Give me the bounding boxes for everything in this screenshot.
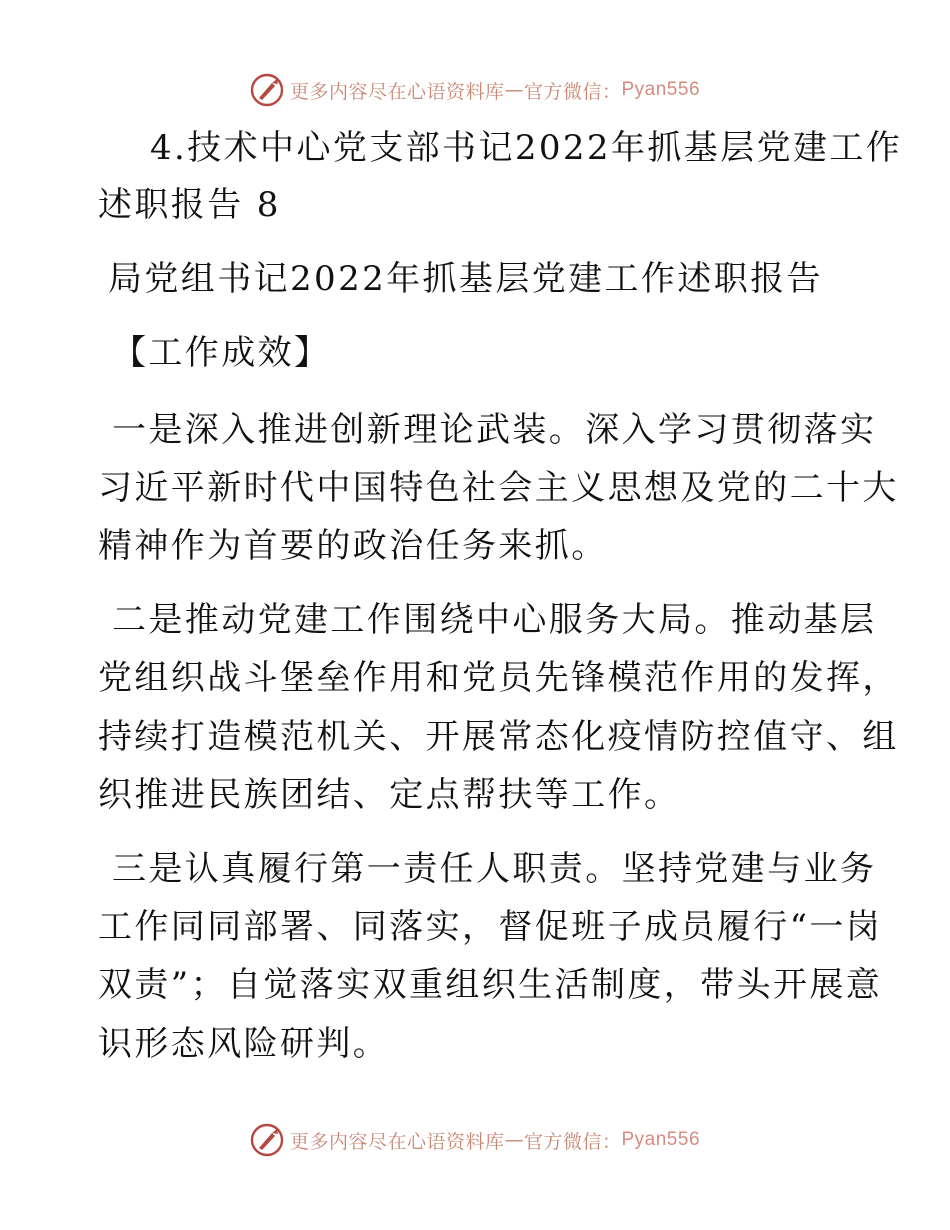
section-heading: 【工作成效】 [112, 333, 331, 373]
paragraph-line: 双责”；自觉落实双重组织生活制度，带头开展意 [98, 965, 883, 1005]
banner-text: 更多内容尽在心语资料库 [289, 80, 505, 103]
paragraph-line: 精神作为首要的政治任务来抓。 [98, 526, 608, 566]
quill-pen-icon [250, 73, 284, 107]
paragraph-line: 一是深入推进创新理论武装。深入学习贯彻落实 [112, 410, 877, 450]
banner-wechat-id: Pyan556 [621, 1129, 701, 1150]
banner-separator: — [504, 1129, 524, 1151]
banner-suffix: 官方微信： [523, 1130, 622, 1153]
banner-wechat-id: Pyan556 [621, 79, 701, 100]
footer-banner [0, 1118, 950, 1162]
paragraph-line: 三是认真履行第一责任人职责。坚持党建与业务 [112, 849, 877, 889]
quill-pen-icon [250, 1123, 284, 1157]
paragraph-line: 识形态风险研判。 [98, 1024, 390, 1064]
toc-entry-line-2: 述职报告 8 [98, 185, 281, 225]
paragraph-line: 党组织战斗堡垒作用和党员先锋模范作用的发挥， [98, 658, 899, 698]
paragraph-line: 习近平新时代中国特色社会主义思想及党的二十大 [98, 468, 899, 508]
document-title: 局党组书记2022年抓基层党建工作述职报告 [108, 259, 823, 299]
banner-separator: — [504, 79, 524, 101]
header-banner [0, 68, 950, 112]
paragraph-line: 工作同同部署、同落实，督促班子成员履行“一岗 [98, 907, 883, 947]
paragraph-line: 持续打造模范机关、开展常态化疫情防控值守、组 [98, 717, 899, 757]
toc-entry-line-1: 4.技术中心党支部书记2022年抓基层党建工作 [150, 128, 903, 168]
paragraph-line: 二是推动党建工作围绕中心服务大局。推动基层 [112, 600, 877, 640]
banner-text: 更多内容尽在心语资料库 [289, 1130, 505, 1153]
paragraph-line: 织推进民族团结、定点帮扶等工作。 [98, 775, 681, 815]
banner-suffix: 官方微信： [523, 80, 622, 103]
